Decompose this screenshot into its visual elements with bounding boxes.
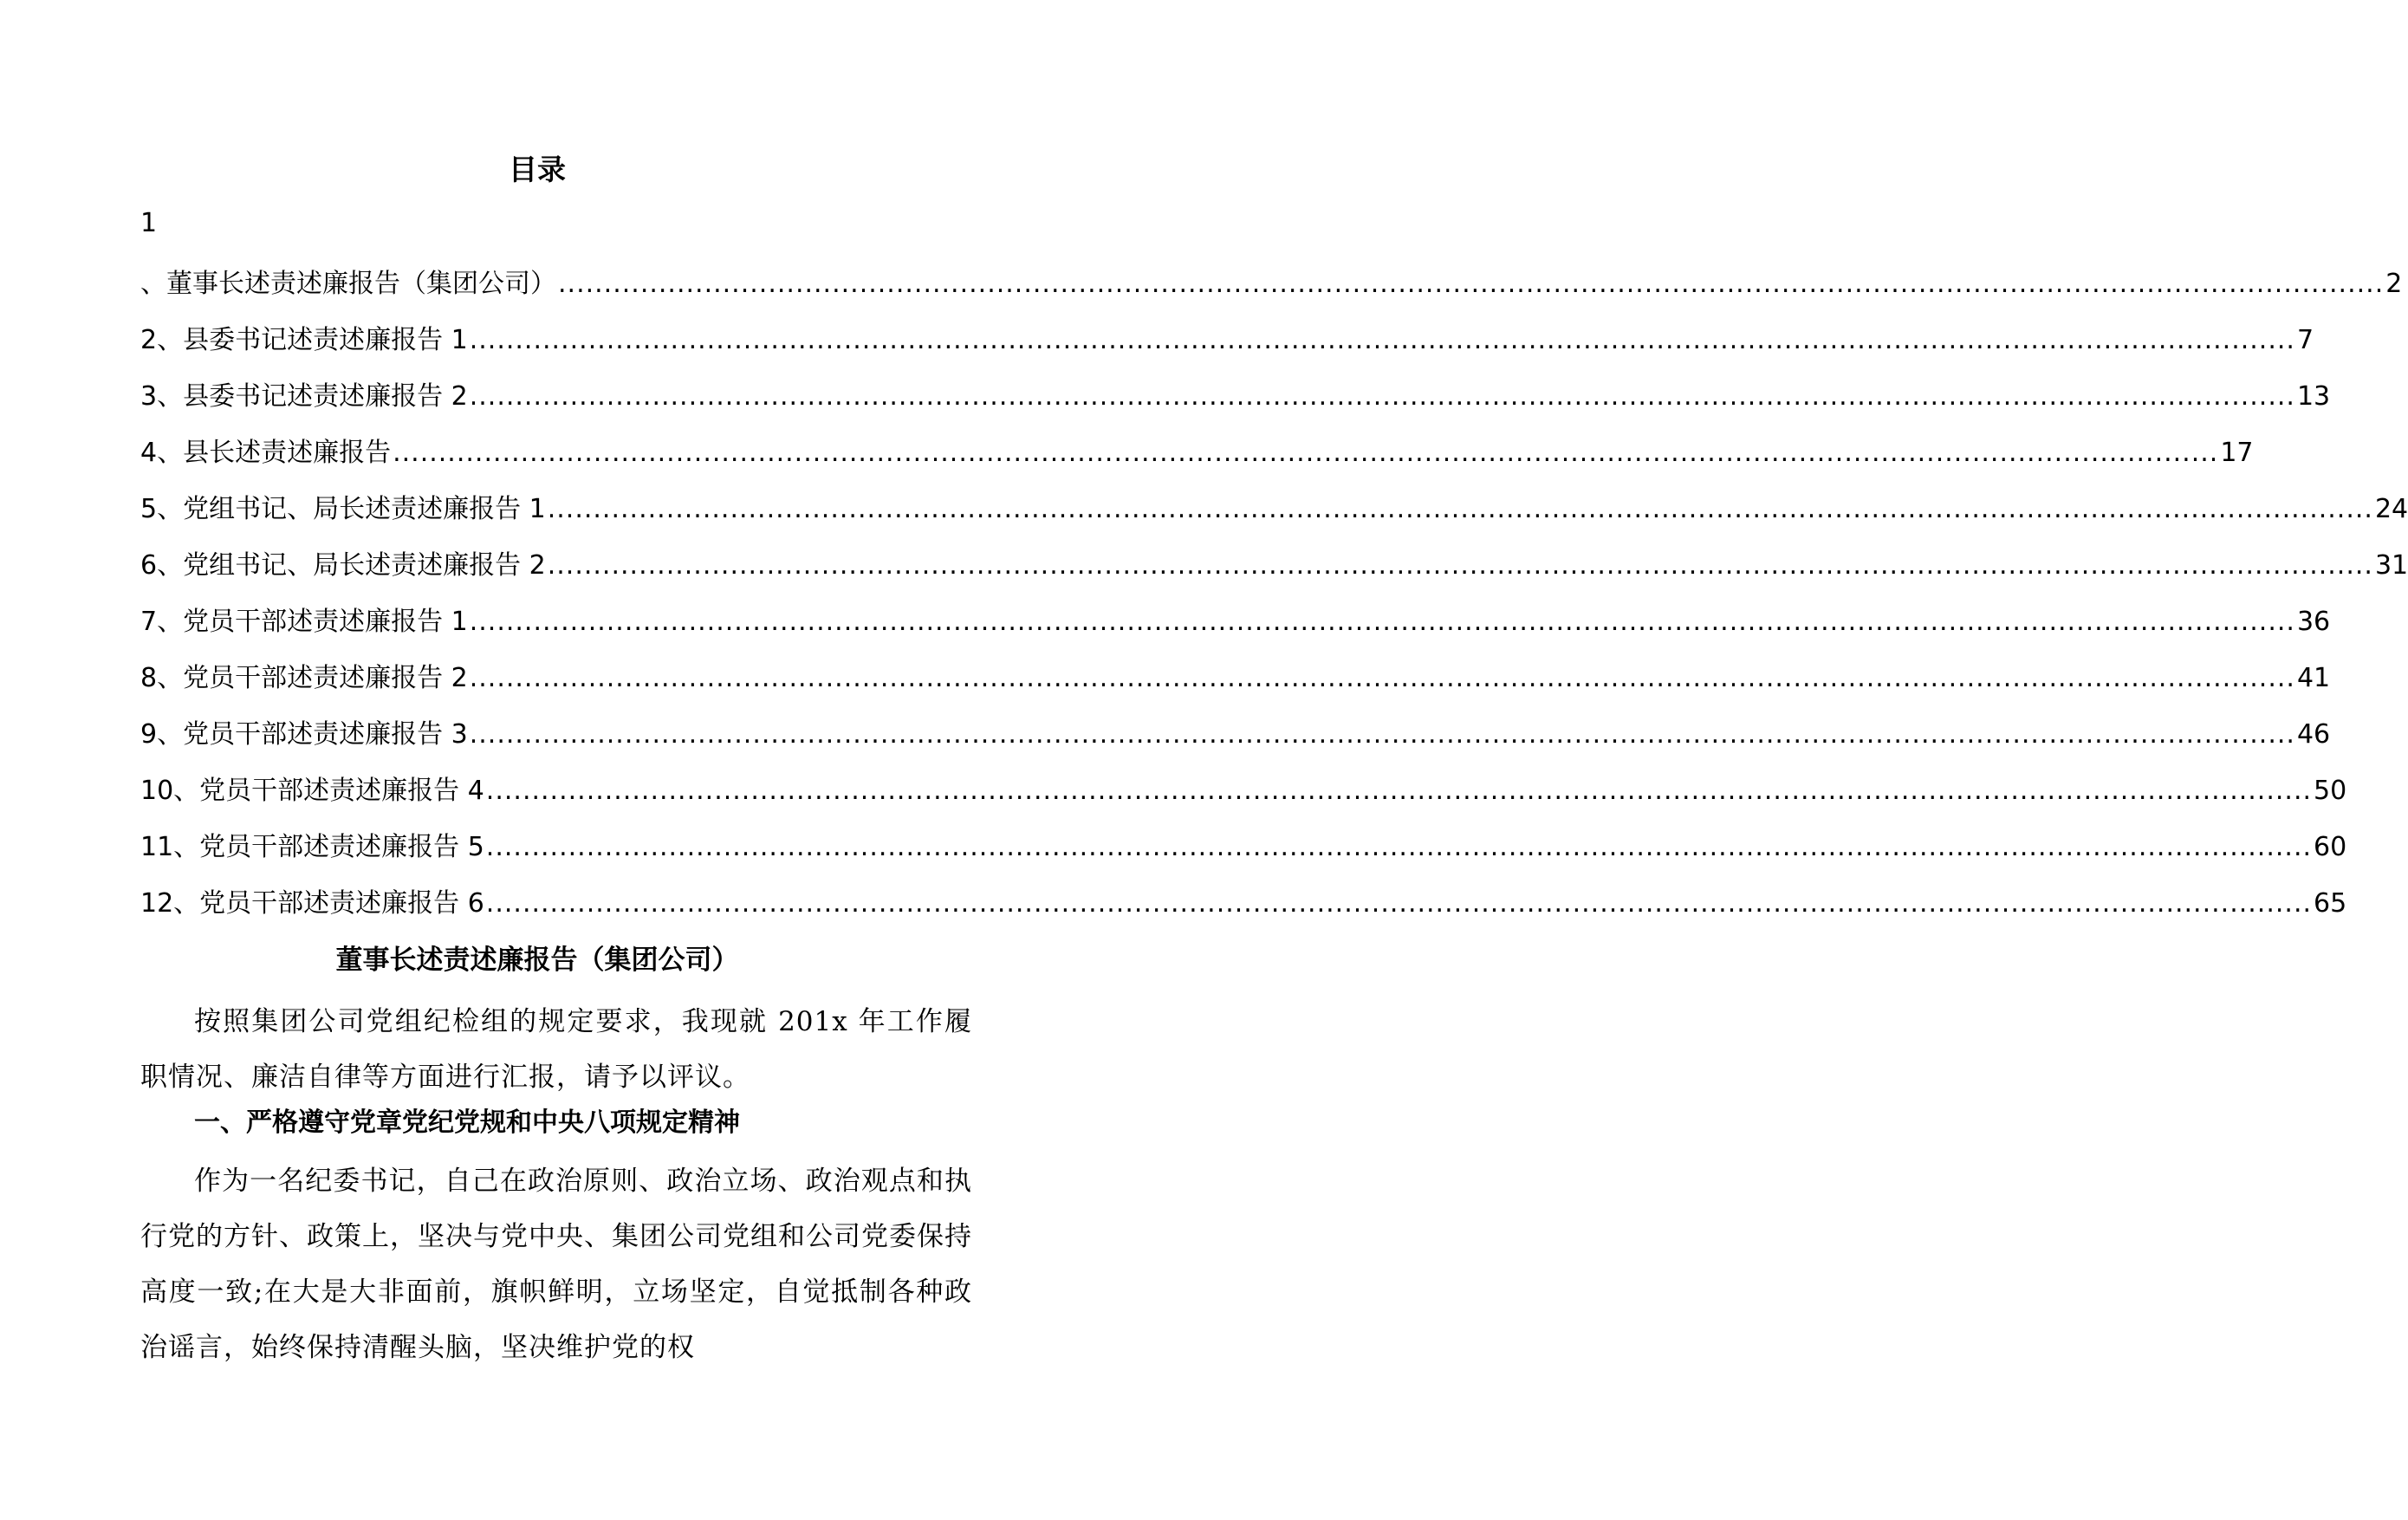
- toc-list: [140, 265, 2408, 941]
- toc-entry-label: 7、党员干部述责述廉报告 1: [140, 607, 468, 637]
- toc-entry[interactable]: [140, 490, 2408, 547]
- toc-entry-label: 3、县委书记述责述廉报告 2: [140, 381, 468, 412]
- toc-dot-leader: ........................................................................................................................................................................................................: [469, 663, 2295, 693]
- toc-dot-leader: ........................................................................................................................................................................................................: [469, 381, 2295, 412]
- toc-dot-leader: ........................................................................................................................................................................................................: [469, 719, 2295, 750]
- toc-entry-label: 2、县委书记述责述廉报告 1: [140, 325, 468, 355]
- toc-entry[interactable]: [140, 659, 2331, 716]
- toc-entry-page: 7: [2296, 325, 2314, 355]
- toc-dot-leader: ........................................................................................................................................................................................................: [469, 325, 2295, 355]
- toc-entry-page: 17: [2220, 438, 2254, 468]
- toc-entry-label: 11、党员干部述责述廉报告 5: [140, 832, 484, 862]
- section-title: 董事长述责述廉报告（集团公司）: [335, 945, 739, 976]
- toc-entry-page: 60: [2314, 832, 2347, 862]
- toc-entry[interactable]: [140, 434, 2254, 490]
- toc-title: 目录: [509, 153, 566, 186]
- toc-entry-page: 41: [2296, 663, 2331, 693]
- toc-dot-leader: ........................................................................................................................................................................................................: [547, 494, 2373, 524]
- toc-dot-leader: ........................................................................................................................................................................................................: [485, 832, 2313, 862]
- toc-entry-page: 13: [2296, 381, 2331, 412]
- toc-entry-label: 8、党员干部述责述廉报告 2: [140, 663, 468, 693]
- toc-orphan-number: 1: [140, 208, 158, 238]
- toc-entry-label: 9、党员干部述责述廉报告 3: [140, 719, 468, 750]
- toc-dot-leader: ........................................................................................................................................................................................................: [469, 607, 2295, 637]
- body-paragraph: 按照集团公司党组纪检组的规定要求，我现就 201x 年工作履职情况、廉洁自律等方面进行汇报，请予以评议。: [140, 1006, 972, 1093]
- toc-entry[interactable]: [140, 885, 2347, 941]
- toc-dot-leader: ........................................................................................................................................................................................................: [485, 888, 2313, 919]
- toc-entry[interactable]: [140, 772, 2347, 828]
- section-heading: 一、严格遵守党章党纪党规和中央八项规定精神: [194, 1108, 740, 1138]
- toc-dot-leader: ........................................................................................................................................................................................................: [547, 550, 2373, 581]
- toc-entry[interactable]: [140, 265, 2403, 322]
- toc-entry-label: 4、县长述责述廉报告: [140, 438, 392, 468]
- toc-entry[interactable]: [140, 603, 2331, 659]
- toc-entry-label: 6、党组书记、局长述责述廉报告 2: [140, 550, 546, 581]
- toc-entry[interactable]: [140, 547, 2408, 603]
- toc-entry-page: 24: [2374, 494, 2408, 524]
- toc-entry-label: 、董事长述责述廉报告（集团公司）: [140, 269, 556, 299]
- toc-dot-leader: ........................................................................................................................................................................................................: [393, 438, 2219, 468]
- toc-entry-page: 31: [2374, 550, 2408, 581]
- toc-dot-leader: ........................................................................................................................................................................................................: [485, 776, 2313, 806]
- toc-entry[interactable]: [140, 716, 2331, 772]
- toc-entry-page: 65: [2314, 888, 2347, 919]
- toc-entry-page: 50: [2314, 776, 2347, 806]
- toc-dot-leader: ........................................................................................................................................................................................................: [558, 269, 2385, 299]
- toc-entry-page: 46: [2296, 719, 2331, 750]
- body-paragraph: 作为一名纪委书记，自己在政治原则、政治立场、政治观点和执行党的方针、政策上，坚决与党中央、集团公司党组和公司党委保持高度一致;在大是大非面前，旗帜鲜明，立场坚定，自觉抵制各种政治谣言，始终保持清醒头脑，坚决维护党的权: [140, 1166, 972, 1363]
- toc-entry-page: 2: [2385, 269, 2403, 299]
- toc-entry[interactable]: [140, 322, 2314, 378]
- toc-entry-label: 5、党组书记、局长述责述廉报告 1: [140, 494, 546, 524]
- toc-entry[interactable]: [140, 828, 2347, 885]
- toc-entry-label: 10、党员干部述责述廉报告 4: [140, 776, 484, 806]
- toc-entry-page: 36: [2296, 607, 2331, 637]
- toc-entry-label: 12、党员干部述责述廉报告 6: [140, 888, 484, 919]
- toc-entry[interactable]: [140, 378, 2331, 434]
